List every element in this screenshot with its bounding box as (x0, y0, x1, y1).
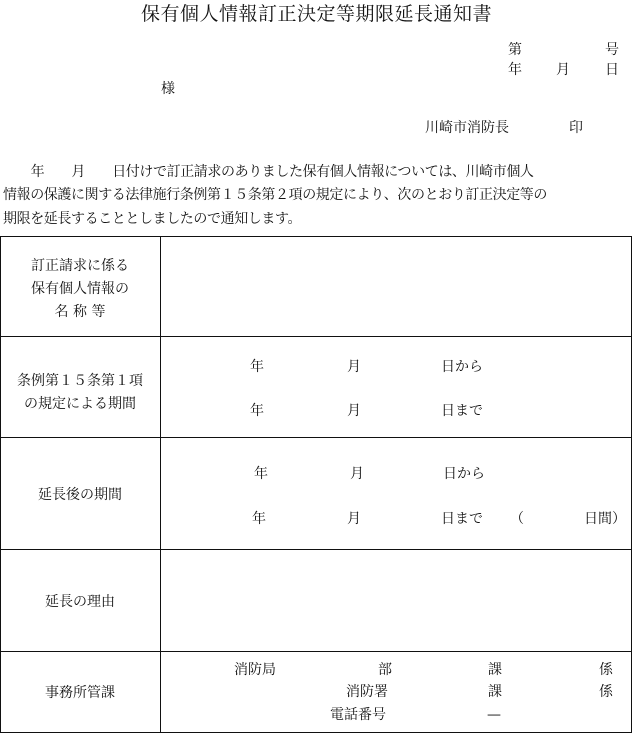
row-label-extension-reason: 延長の理由 (45, 594, 115, 610)
row-label-extended-period: 延長後の期間 (38, 487, 122, 503)
extended-from-year: 年 (254, 466, 268, 482)
seal-mark: 印 (569, 120, 583, 136)
office-section: 課 (488, 662, 502, 678)
office-department: 部 (378, 662, 392, 678)
extended-days-paren-open: （ (510, 511, 524, 527)
period-from-day: 日から (441, 359, 483, 375)
table-border-right (631, 236, 632, 733)
row-divider (0, 437, 632, 438)
period-to-month: 月 (347, 403, 361, 419)
office-station: 消防署 (346, 684, 388, 700)
notice-paragraph (3, 161, 633, 231)
extended-to-year: 年 (252, 511, 266, 527)
recipient-honorific: 様 (161, 81, 175, 97)
date-day: 日 (605, 62, 619, 78)
row-divider (0, 651, 632, 652)
station-unit: 係 (599, 684, 613, 700)
extended-from-day: 日から (443, 466, 485, 482)
paragraph-line: 情報の保護に関する法律施行条例第１５条第２項の規定により、次のとおり訂正決定等の (3, 187, 547, 204)
table-border-top (0, 236, 632, 237)
phone-dash: — (487, 707, 501, 723)
extended-from-month: 月 (350, 466, 364, 482)
column-divider (160, 236, 161, 733)
document-title: 保有個人情報訂正決定等期限延長通知書 (140, 3, 492, 25)
period-to-day: 日まで (441, 403, 483, 419)
extended-to-day: 日まで (441, 511, 483, 527)
row-label-responsible-office: 事務所管課 (45, 685, 115, 701)
row-label-ordinance-period: 条例第１５条第１項 の規定による期間 (17, 373, 143, 412)
office-unit: 係 (599, 662, 613, 678)
number-prefix: 第 (508, 42, 522, 58)
date-year: 年 (508, 62, 522, 78)
period-from-year: 年 (250, 359, 264, 375)
paragraph-line: 期限を延長することとしましたので通知します。 (3, 210, 302, 227)
station-section: 課 (488, 684, 502, 700)
extended-days: 日間） (584, 511, 626, 527)
date-month: 月 (556, 62, 570, 78)
row-divider (0, 336, 632, 337)
period-from-month: 月 (347, 359, 361, 375)
extended-to-month: 月 (347, 511, 361, 527)
row-label-correction-target: 訂正請求に係る 保有個人情報の 名 称 等 (31, 258, 129, 320)
paragraph-line: 年 月 日付けで訂正請求のありました保有個人情報については、川崎市個人 (17, 164, 534, 180)
phone-label: 電話番号 (330, 707, 386, 723)
office-bureau: 消防局 (234, 662, 276, 678)
period-to-year: 年 (250, 403, 264, 419)
notice-table (0, 236, 632, 733)
row-divider (0, 549, 632, 550)
sender-name: 川崎市消防長 (425, 120, 509, 136)
number-suffix: 号 (605, 42, 619, 58)
